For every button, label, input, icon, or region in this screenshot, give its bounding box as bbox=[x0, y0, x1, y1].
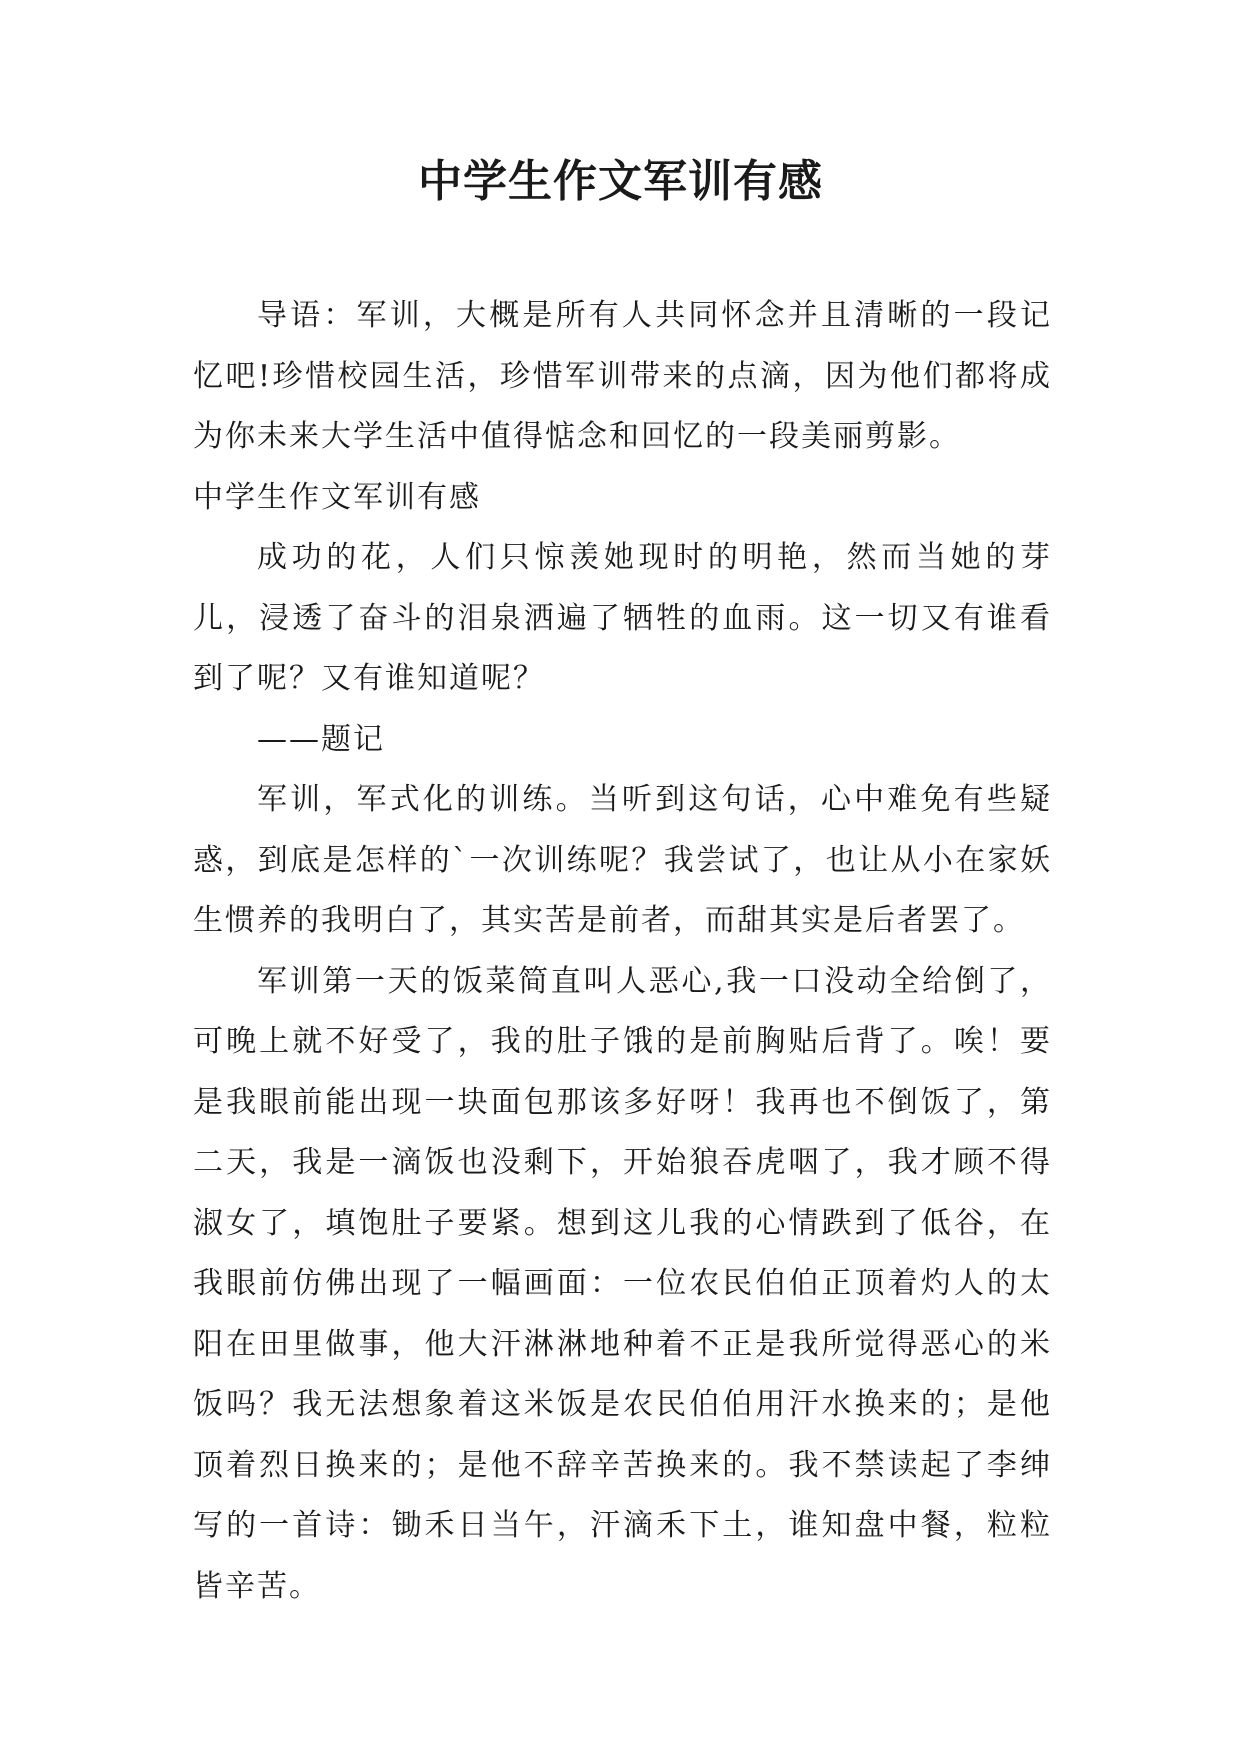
paragraph-subtitle: 中学生作文军训有感 bbox=[193, 479, 481, 515]
paragraph-epigraph-source: ——题记 bbox=[257, 721, 385, 757]
paragraph-body-2: 军训第一天的饭菜简直叫人恶心,我一口没动全给倒了，可晚上就不好受了，我的肚子饿的是前胸贴后背了。唉！要是我眼前能出现一块面包那该多好呀！我再也不倒饭了，第二天，我是一滴饭也没剩下，开始狼吞虎咽了，我才顾不得淑女了，填饱肚子要紧。想到这儿我的心情跌到了低谷，在我眼前仿佛出现了一幅画面：一位农民伯伯正顶着灼人的太阳在田里做事，他大汗淋淋地种着不正是我所觉得恶心的米饭吗？我无法想象着这米饭是农民伯伯用汗水换来的；是他顶着烈日换来的；是他不辞辛苦换来的。我不禁读起了李绅写的一首诗：锄禾日当午，汗滴禾下土，谁知盘中餐，粒粒皆辛苦。 bbox=[193, 963, 1052, 1604]
document-body bbox=[193, 286, 1052, 1617]
document-title: 中学生作文军训有感 bbox=[418, 156, 823, 207]
paragraph-intro: 导语：军训，大概是所有人共同怀念并且清晰的一段记忆吧!珍惜校园生活，珍惜军训带来的点滴，因为他们都将成为你未来大学生活中值得惦念和回忆的一段美丽剪影。 bbox=[193, 298, 1052, 454]
paragraph-body-1: 军训，军式化的训练。当听到这句话，心中难免有些疑惑，到底是怎样的`一次训练呢？我尝试了，也让从小在家妖生惯养的我明白了，其实苦是前者，而甜其实是后者罢了。 bbox=[193, 782, 1052, 938]
paragraph-epigraph: 成功的花，人们只惊羡她现时的明艳，然而当她的芽儿，浸透了奋斗的泪泉洒遍了牺牲的血雨。这一切又有谁看到了呢？又有谁知道呢？ bbox=[193, 540, 1052, 696]
